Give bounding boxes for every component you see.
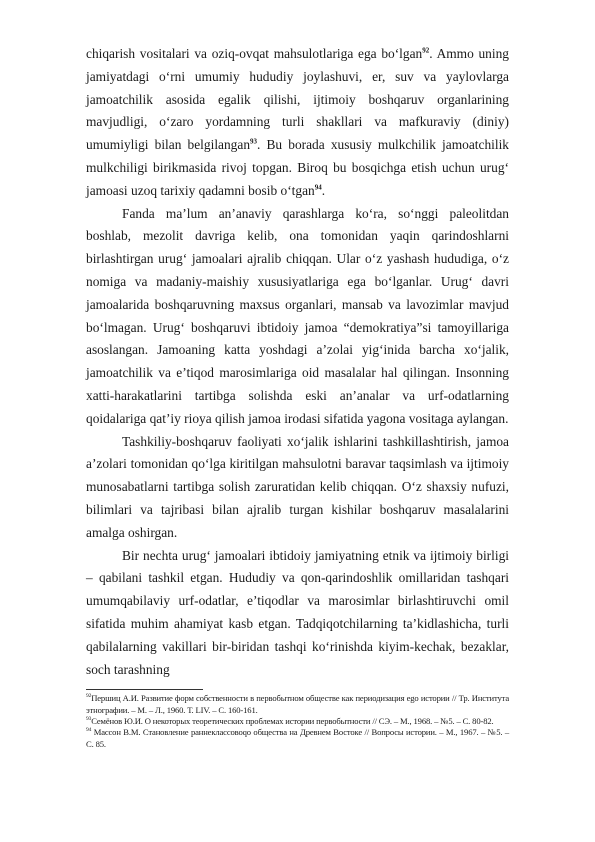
paragraph: [86, 203, 509, 431]
document-page: [86, 43, 509, 750]
paragraph-text: . Ammo uning jamiyatdagi o‘rni umumiy hududiy joylashuvi, er, suv va yaylovlarga jamoatchilik asosida egalik qilishi, ijtimoiy boshqaruv organlarining mavjudligi, o‘zaro yordamning turli shakllari va mafkuraviy (diniy) umumiyligi bilan belgilangan: [86, 46, 509, 153]
paragraph: [86, 431, 509, 545]
footnote: [86, 716, 509, 727]
paragraph-text: Fanda ma’lum an’anaviy qarashlarga ko‘ra, so‘nggi paleolitdan boshlab, mezolit davriga kelib, ona tomonidan yaqin qarindoshlarni birlashtirgan urug‘ jamoalari ajralib chiqqan. Ular o‘z yashash hududiga, o‘z nomiga va madaniy-maishiy xususiyatlariga ega bo‘lganlar. Urug‘ davri jamoalarida boshqaruvning maxsus organlari, mansab va lavozimlar mavjud bo‘lmagan. Urug‘ boshqaruvi ibtidoiy jamoa “demokratiya”si tamoyillariga asoslangan. Jamoaning katta yoshdagi a’zolai yig‘inida barcha xo‘jalik, jamoatchilik va e’tiqod marosimlariga oid masalalar hal qilingan. Insonning xatti-harakatlarini tartibga solishda eski an’analar va urf-odatlarning qoidalariga qat’iy rioya qilish jamoa irodasi sifatida yagona vositaga aylangan.: [86, 205, 509, 426]
paragraph-text: Bir nechta urug‘ jamoalari ibtidoiy jamiyatning etnik va ijtimoiy birligi – qabilani tashkil etgan. Hududiy va qon-qarindoshlik omillaridan tashqari umumqabilaviy urf-odatlar, e’tiqodlar va marosimlar birlashtiruvchi omil sifatida muhim ahamiyat kasb etgan. Tadqiqotchilarning ta’kidlashicha, turli qabilalarning vakillari bir-biridan tashqi ko‘rinishda kiyim-kechak, bezaklar, soch tarashning: [86, 547, 509, 677]
footnote-number: 92: [86, 693, 92, 700]
footnote-text: Семёнов Ю.И. О некоторых теоретических проблемах истории первобытности // СЭ. – М., 1968. – №5. – С. 80-82.: [91, 715, 494, 726]
paragraph-text: . Bu borada xususiy mulkchilik jamoatchilik mulkchiligi birikmasida rivoj topgan. Biroq bu bosqichga etish uchun urug‘ jamoasi uzoq tarixiy qadamni bosib o‘tgan: [86, 137, 509, 198]
footnote-text: Массон В.М. Становление раннеклассовоqо общества на Древнем Востоке // Вопросы истории. – М., 1967. – №5. – С. 85.: [86, 727, 509, 749]
footnote-number: 93: [86, 716, 92, 723]
footnote-marker: 94: [314, 183, 322, 192]
paragraph: [86, 545, 509, 682]
footnote-separator: [86, 689, 203, 690]
footnote-text: Першиц А.И. Развитие форм собственности в первобытном обществе как периодизация ego истории // Тр. Института этнографии. – М. – Л., 1960. Т. LIV. – С. 160-161.: [86, 693, 509, 715]
footnote: [86, 693, 509, 716]
paragraph-text: chiqarish vositalari va oziq-ovqat mahsulotlariga ega bo‘lgan: [86, 46, 423, 61]
paragraph: [86, 43, 509, 203]
footnote-marker: 93: [250, 137, 258, 146]
footnote: [86, 727, 509, 750]
paragraph-text: .: [321, 182, 326, 198]
body-text: [86, 43, 509, 681]
footnote-marker: 92: [422, 46, 430, 55]
footnotes: [86, 693, 509, 749]
paragraph-text: Tashkiliy-boshqaruv faoliyati xo‘jalik ishlarini tashkillashtirish, jamoa a’zolari tomonidan qo‘lga kiritilgan mahsulotni baravar taqsimlash va ijtimoiy munosabatlarni tartibga solish zaruratidan kelib chiqqan. O‘z shaxsiy nufuzi, bilimlari va tajribasi bilan ajralib turgan kishilar boshqaruv masalalarini amalga oshirgan.: [86, 433, 509, 540]
footnote-number: 94: [86, 727, 92, 734]
